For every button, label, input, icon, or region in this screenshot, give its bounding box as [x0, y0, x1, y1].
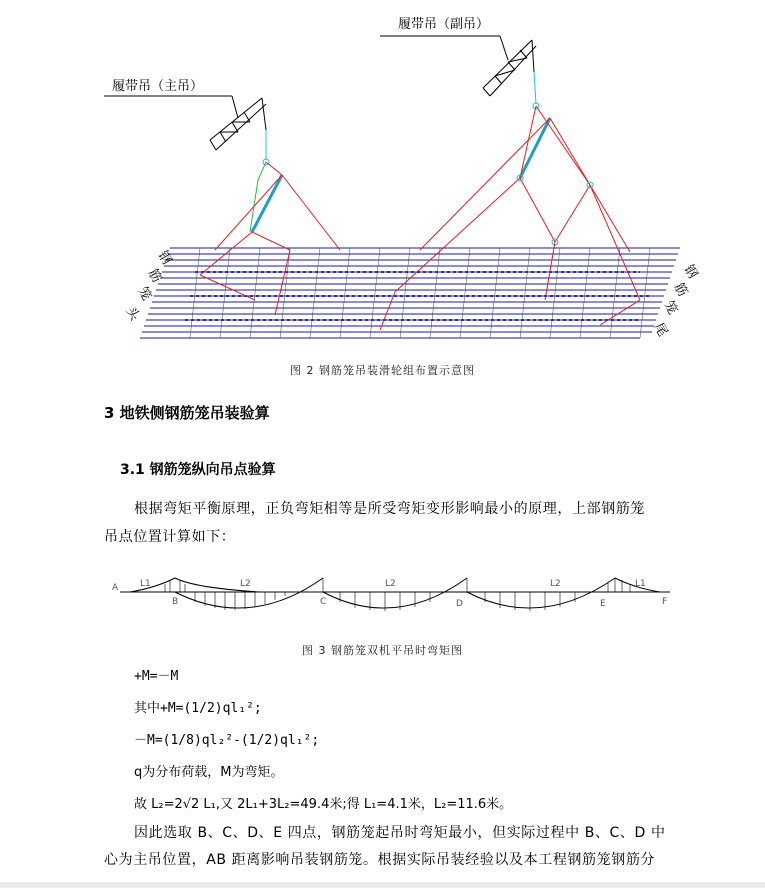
section-heading: 3 地铁侧钢筋笼吊装验算: [104, 404, 270, 422]
span-l1-left: L1: [140, 579, 151, 589]
span-l2-b: L2: [385, 579, 396, 589]
svg-text:笼: 笼: [134, 284, 155, 304]
equation-2: 其中+M=(1/2)ql₁²;: [134, 701, 262, 716]
subsection-heading: 3.1 钢筋笼纵向吊点验算: [120, 462, 276, 478]
rebar-cage-verticals: [190, 248, 650, 338]
main-crane-label: 履带吊（主吊）: [112, 79, 204, 94]
svg-text:钢: 钢: [154, 248, 175, 268]
point-f: F: [662, 597, 668, 607]
span-l2-a: L2: [240, 579, 251, 589]
rebar-cage-mesh: [140, 248, 680, 338]
point-a: A: [112, 583, 119, 593]
point-b: B: [172, 597, 179, 607]
span-l2-c: L2: [550, 579, 561, 589]
aux-crane-boom: [483, 40, 536, 96]
figure-2-caption: 图 2 钢筋笼吊装滑轮组布置示意图: [290, 364, 475, 377]
svg-text:钢: 钢: [680, 262, 701, 282]
point-e: E: [600, 599, 606, 609]
svg-text:筋: 筋: [144, 266, 165, 286]
svg-text:尾: 尾: [650, 320, 671, 340]
equation-4: q为分布荷载，M为弯矩。: [134, 765, 284, 780]
svg-text:筋: 筋: [670, 280, 691, 300]
cage-tail-label: [651, 263, 700, 340]
point-c: C: [320, 597, 327, 607]
point-d: D: [456, 599, 463, 609]
intro-line-2: 吊点位置计算如下：: [104, 529, 236, 545]
equation-1: +M=－M: [134, 669, 179, 684]
intro-line-1: 根据弯矩平衡原理，正负弯矩相等是所受弯矩变形影响最小的原理，上部钢筋笼: [134, 501, 645, 517]
conclusion-line-2: 心为主吊位置，AB 距离影响吊装钢筋笼。根据实际吊装经验以及本工程钢筋笼钢筋分: [104, 852, 656, 868]
equation-3: －M=(1/8)ql₂²-(1/2)ql₁²;: [134, 733, 320, 748]
equation-5: 故 L₂=2√2 L₁,又 2L₁+3L₂=49.4米;得 L₁=4.1米，L₂=11.6米。: [134, 797, 513, 812]
span-l1-right: L1: [635, 579, 646, 589]
main-crane-boom: [210, 98, 266, 150]
figure-3-moment-diagram: [110, 570, 680, 620]
cage-head-label: [123, 249, 174, 325]
svg-text:头: 头: [122, 304, 143, 324]
figure-3-caption: 图 3 钢筋笼双机平吊时弯矩图: [302, 644, 463, 657]
cage-bottom-cables: [200, 242, 640, 330]
aux-crane-label: 履带吊（副吊）: [398, 17, 490, 32]
svg-text:笼: 笼: [660, 298, 681, 318]
page-bottom-edge: [0, 882, 765, 888]
figure-2-diagram: [0, 0, 765, 352]
main-crane-rigging: [200, 130, 340, 275]
conclusion-line-1: 因此选取 B、C、D、E 四点，钢筋笼起吊时弯矩最小，但实际过程中 B、C、D 中: [134, 825, 666, 841]
